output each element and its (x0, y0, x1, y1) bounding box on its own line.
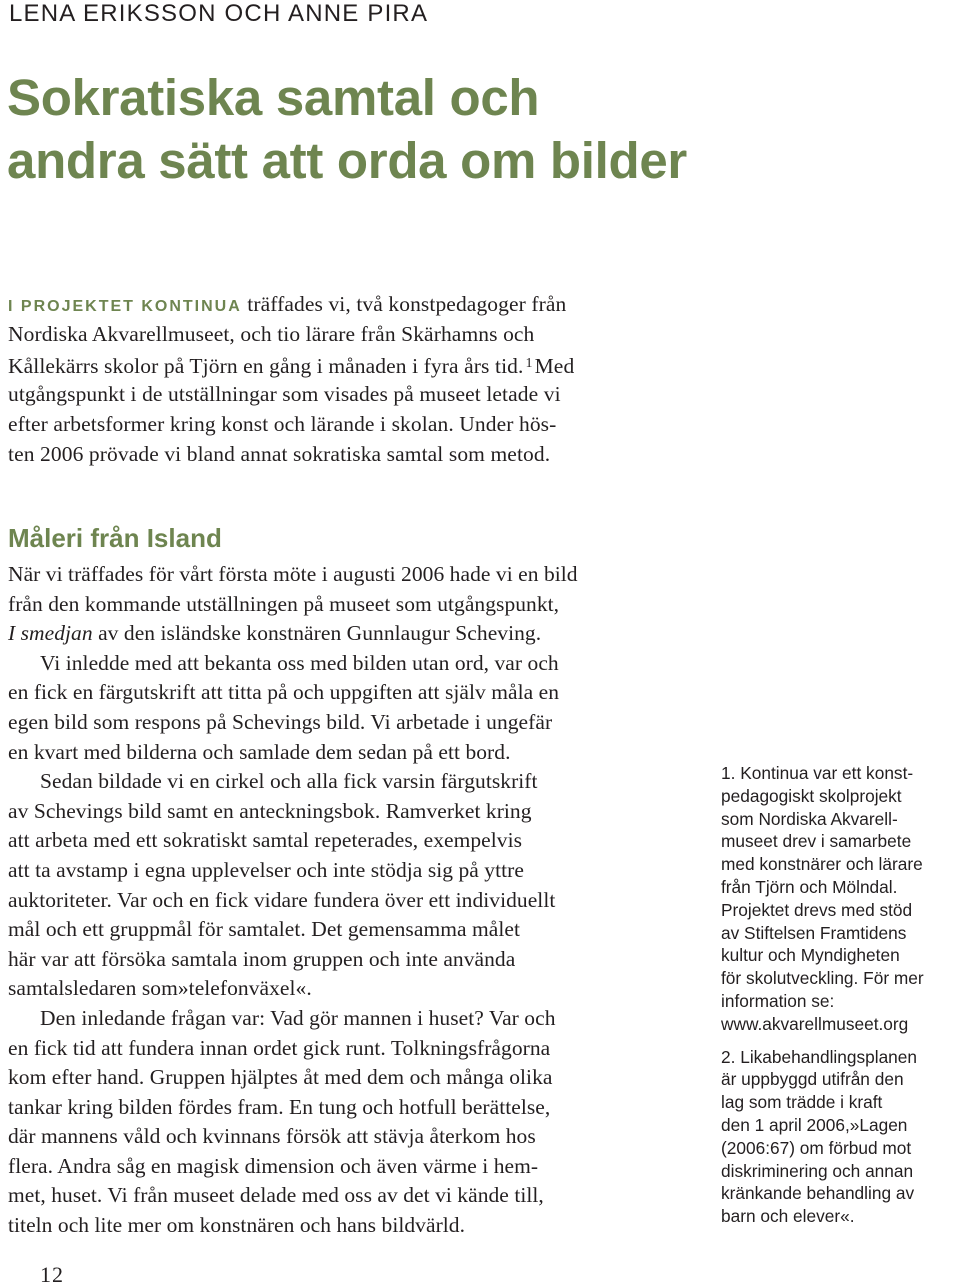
text-line: från den kommande utställningen på museet som utgångspunkt, (8, 591, 560, 616)
footnote-gap (721, 1036, 960, 1046)
text-line: där mannens våld och kvinnans försök att stävja återkom hos (8, 1124, 536, 1149)
footnote-ref[interactable]: 1 (525, 356, 533, 371)
text-line: ten 2006 prövade vi bland annat sokratiska samtal som metod. (8, 442, 551, 466)
footnote-line: Projektet drevs med stöd (721, 899, 913, 920)
text-line: att arbeta med ett sokratiskt samtal repeterades, exempelvis (8, 828, 523, 853)
footnote-line: från Tjörn och Mölndal. (721, 876, 898, 897)
footnote-line: av Stiftelsen Framtidens (721, 922, 907, 943)
text-line: flera. Andra såg en magisk dimension och även värme i hem- (8, 1153, 539, 1178)
footnote-link[interactable]: www.akvarellmuseet.org (721, 1013, 909, 1034)
footnote-line: lag som trädde i kraft (721, 1092, 883, 1113)
page-number: 12 (40, 1262, 64, 1287)
text-line: tankar kring bilden fördes fram. En tung och hotfull berättelse, (8, 1094, 551, 1119)
text-line: en fick en färgutskrift att titta på och uppgiften att själv måla en (8, 680, 560, 705)
text-span: Med (534, 354, 575, 378)
intro-paragraph (8, 289, 668, 469)
text-line: efter arbetsformer kring konst och lärande i skolan. Under hös- (8, 412, 557, 436)
text-span: Kållekärrs skolor på Tjörn en gång i månaden i fyra års tid. (8, 354, 524, 378)
text-line: att ta avstamp i egna upplevelser och inte stödja sig på yttre (8, 857, 524, 882)
text-span: var ett konst- (808, 763, 914, 783)
footnote-line: kultur och Myndigheten (721, 945, 900, 966)
text-line: mål och ett gruppmål för samtalet. Det gemensamma målet (8, 917, 521, 942)
text-line: met, huset. Vi från museet delade med oss av det vi kände till, (8, 1183, 544, 1208)
footnote-line: som Nordiska Akvarell- (721, 808, 898, 829)
text-line: här var att försöka samtala inom gruppen och inte använda (8, 946, 516, 971)
footnote-1 (721, 762, 960, 1036)
text-line: Nordiska Akvarellmuseet, och tio lärare från Skärhamns och (8, 322, 535, 346)
lead-in-caps: I PROJEKTET KONTINUA (8, 298, 242, 315)
footnote-line: (2006:67) om förbud mot (721, 1137, 912, 1158)
title-line: andra sätt att orda om bilder (7, 132, 687, 189)
body-text (8, 560, 668, 1241)
footnote-line: pedagogiskt skolprojekt (721, 785, 902, 806)
footnote-line (721, 762, 960, 785)
text-line (8, 289, 668, 319)
footnote-line: information se: (721, 990, 835, 1011)
text-line: Sedan bildade vi en cirkel och alla fick varsin färgutskrift (40, 769, 538, 794)
footnote-line: den 1 april 2006,»Lagen (721, 1114, 908, 1135)
footnote-line: är uppbyggd utifrån den (721, 1069, 904, 1090)
text-line: samtalsledaren som»telefonväxel«. (8, 976, 312, 1001)
text-line: kom efter hand. Gruppen hjälptes åt med dem och många olika (8, 1065, 553, 1090)
text-line: Vi inledde med att bekanta oss med bilden utan ord, var och (40, 650, 559, 675)
text-line: av Schevings bild samt en anteckningsbok. Ramverket kring (8, 798, 532, 823)
footnotes (721, 762, 960, 1228)
text-line (8, 619, 668, 649)
title-line: Sokratiska samtal och (7, 69, 540, 126)
article-title (7, 66, 687, 192)
text-line: titeln och lite mer om konstnären och hans bildvärld. (8, 1213, 466, 1238)
section-heading: Måleri från Island (8, 523, 222, 553)
text-line: en fick tid att fundera innan ordet gick runt. Tolkningsfrågorna (8, 1035, 551, 1060)
text-line: auktoriteter. Var och en fick vidare fundera över ett individuellt (8, 887, 556, 912)
footnote-line: med konstnärer och lärare (721, 854, 923, 875)
footnote-line: barn och elever«. (721, 1206, 855, 1227)
text-line (8, 349, 668, 379)
text-span: av den isländske konstnären Gunnlaugur Scheving. (92, 621, 542, 646)
text-span: träffades vi, två konstpedagoger från (241, 292, 567, 316)
text-line: När vi träffades för vårt första möte i augusti 2006 hade vi en bild (8, 562, 578, 586)
artwork-title: I smedjan (8, 621, 93, 646)
text-line: en kvart med bilderna och samlade dem sedan på ett bord. (8, 739, 511, 764)
footnote-2 (721, 1046, 960, 1228)
footnote-line: 2. Likabehandlingsplanen (721, 1046, 918, 1067)
text-line: Den inledande frågan var: Vad gör mannen i huset? Var och (40, 1005, 556, 1030)
footnote-label: 1. Kontinua (721, 763, 809, 783)
footnote-line: museet drev i samarbete (721, 831, 912, 852)
footnote-line: för skolutveckling. För mer (721, 968, 924, 989)
text-line: egen bild som respons på Schevings bild. Vi arbetade i ungefär (8, 709, 553, 734)
text-line: utgångspunkt i de utställningar som visades på museet letade vi (8, 382, 561, 406)
footnote-line: diskriminering och annan (721, 1160, 914, 1181)
author-names: LENA ERIKSSON OCH ANNE PIRA (9, 0, 429, 27)
footnote-line: kränkande behandling av (721, 1183, 915, 1204)
